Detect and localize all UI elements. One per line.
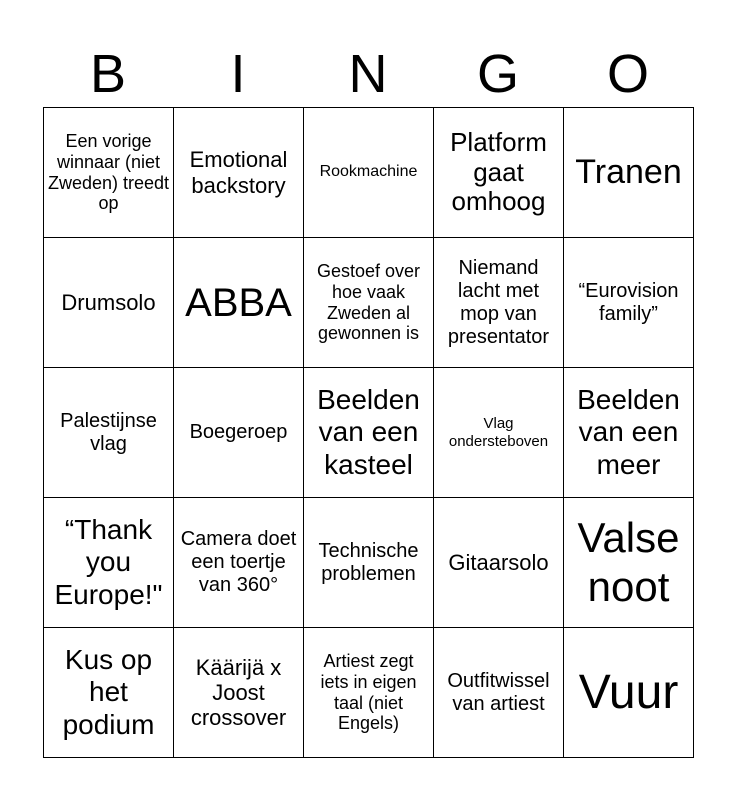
bingo-cell[interactable]: Tranen [564, 108, 694, 238]
bingo-cell[interactable]: Technische problemen [304, 498, 434, 628]
bingo-cell[interactable]: Vlag ondersteboven [434, 368, 564, 498]
bingo-cell[interactable]: Beelden van een kasteel [304, 368, 434, 498]
bingo-cell[interactable]: Beelden van een meer [564, 368, 694, 498]
bingo-cell[interactable]: Vuur [564, 628, 694, 758]
header-letter-b: B [89, 44, 127, 104]
bingo-cell[interactable]: Outfitwissel van artiest [434, 628, 564, 758]
header-letter-o: O [606, 44, 649, 104]
bingo-cell[interactable]: Een vorige winnaar (niet Zweden) treedt op [44, 108, 174, 238]
bingo-cell[interactable]: “Thank you Europe!" [44, 498, 174, 628]
bingo-cell[interactable]: Valse noot [564, 498, 694, 628]
bingo-cell[interactable]: Niemand lacht met mop van presentator [434, 238, 564, 368]
bingo-row-4 [44, 498, 694, 628]
bingo-cell[interactable]: Rookmachine [304, 108, 434, 238]
bingo-cell[interactable]: Gitaarsolo [434, 498, 564, 628]
bingo-cell[interactable]: Platform gaat omhoog [434, 108, 564, 238]
bingo-cell[interactable]: Boegeroep [174, 368, 304, 498]
bingo-card [43, 107, 694, 758]
header-letter-n: N [348, 44, 388, 104]
bingo-cell[interactable]: Drumsolo [44, 238, 174, 368]
bingo-cell[interactable]: Emotional backstory [174, 108, 304, 238]
bingo-row-2 [44, 238, 694, 368]
bingo-cell[interactable]: Gestoef over hoe vaak Zweden al gewonnen is [304, 238, 434, 368]
bingo-cell[interactable]: Kus op het podium [44, 628, 174, 758]
bingo-cell[interactable]: “Eurovision family” [564, 238, 694, 368]
bingo-header [43, 40, 693, 108]
header-letter-i: I [230, 44, 246, 104]
bingo-row-5 [44, 628, 694, 758]
bingo-cell[interactable]: ABBA [174, 238, 304, 368]
bingo-cell[interactable]: Artiest zegt iets in eigen taal (niet Engels) [304, 628, 434, 758]
bingo-row-3 [44, 368, 694, 498]
bingo-row-1 [44, 108, 694, 238]
header-letter-g: G [476, 44, 519, 104]
bingo-cell[interactable]: Camera doet een toertje van 360° [174, 498, 304, 628]
bingo-cell[interactable]: Käärijä x Joost crossover [174, 628, 304, 758]
bingo-cell[interactable]: Palestijnse vlag [44, 368, 174, 498]
